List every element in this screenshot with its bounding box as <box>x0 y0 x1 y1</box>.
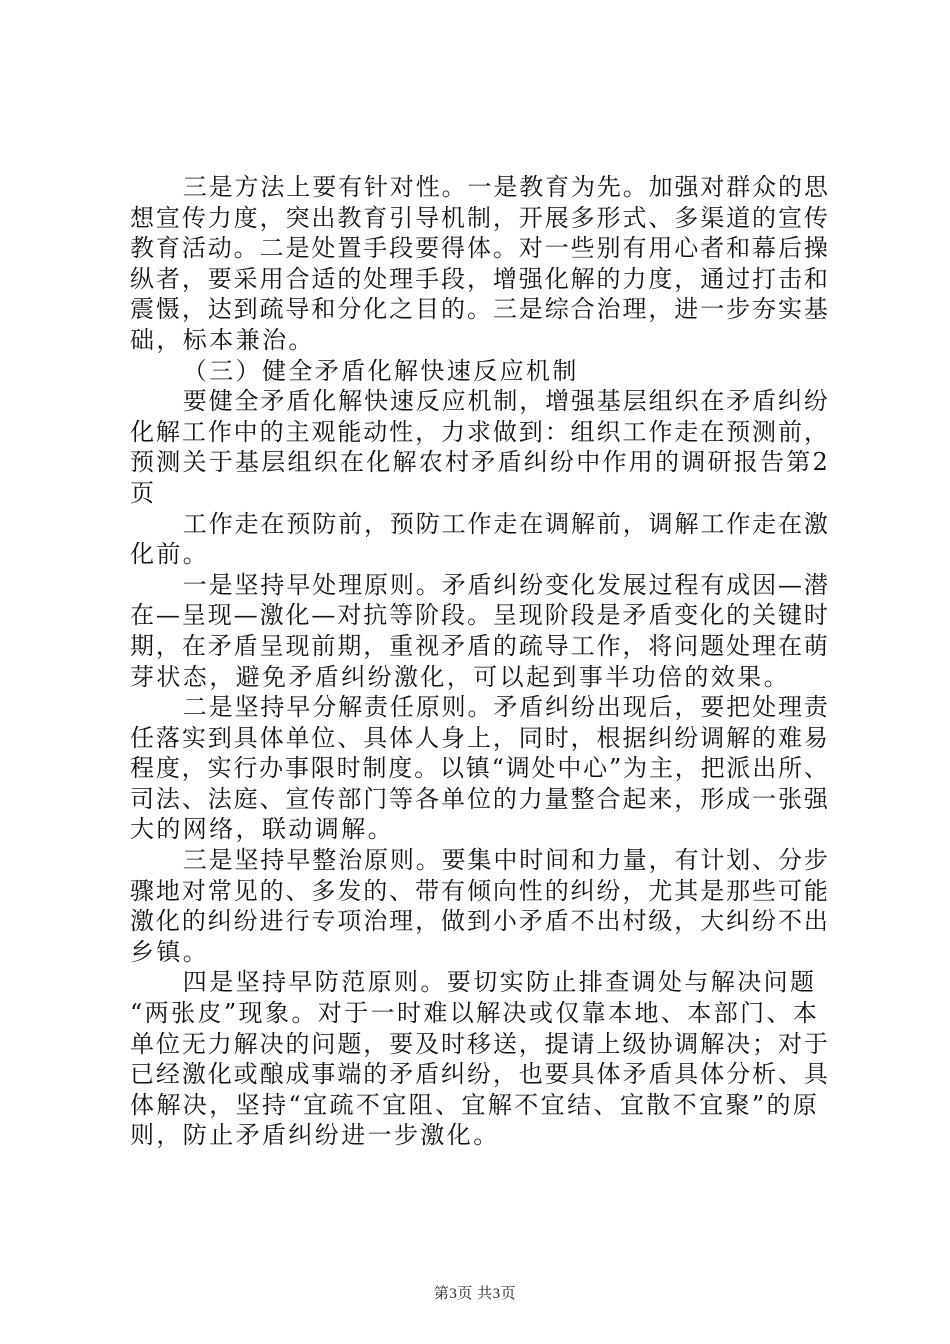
text-line: 单位无力解决的问题，要及时移送，提请上级协调解决；对于 <box>130 1029 830 1058</box>
text-line: 则，防止矛盾纠纷进一步激化。 <box>130 1121 500 1150</box>
text-line: 在—呈现—激化—对抗等阶段。呈现阶段是矛盾变化的关键时 <box>130 601 830 630</box>
page-footer: 第3页 共3页 <box>433 1286 517 1302</box>
text-line: 芽状态，避免矛盾纠纷激化，可以起到事半功倍的效果。 <box>130 662 790 691</box>
text-line: 已经激化或酿成事端的矛盾纠纷，也要具体矛盾具体分析、具 <box>130 1060 830 1089</box>
text-line: 预测关于基层组织在化解农村矛盾纠纷中作用的调研报告第2 <box>130 448 831 477</box>
text-line: 体解决，坚持“宜疏不宜阻、宜解不宜结、宜散不宜聚”的原 <box>130 1090 820 1119</box>
text-line: 激化的纠纷进行专项治理，做到小矛盾不出村级，大纠纷不出 <box>130 907 830 936</box>
text-line: 纵者，要采用合适的处理手段，增强化解的力度，通过打击和 <box>130 264 830 293</box>
text-line: 二是坚持早分解责任原则。矛盾纠纷出现后，要把处理责 <box>182 693 830 722</box>
text-line: 工作走在预防前，预防工作走在调解前，调解工作走在激 <box>182 509 830 538</box>
text-line: 程度，实行办事限时制度。以镇“调处中心”为主，把派出所、 <box>130 754 830 783</box>
text-line: 四是坚持早防范原则。要切实防止排查调处与解决问题 <box>182 968 817 997</box>
text-line: 想宣传力度，突出教育引导机制，开展多形式、多渠道的宣传 <box>130 203 830 232</box>
text-line: 三是坚持早整治原则。要集中时间和力量，有计划、分步 <box>182 846 830 875</box>
text-line: 一是坚持早处理原则。矛盾纠纷变化发展过程有成因—潜 <box>182 570 830 599</box>
text-line: 页 <box>130 478 157 507</box>
text-line: 任落实到具体单位、具体人身上，同时，根据纠纷调解的难易 <box>130 723 830 752</box>
document-body <box>130 172 830 1151</box>
text-line: 骤地对常见的、多发的、带有倾向性的纠纷，尤其是那些可能 <box>130 876 830 905</box>
text-line: 础，标本兼治。 <box>130 325 315 354</box>
text-line: 乡镇。 <box>130 937 210 966</box>
text-line: 化前。 <box>130 540 210 569</box>
text-line: 大的网络，联动调解。 <box>130 815 394 844</box>
text-line: “两张皮”现象。对于一时难以解决或仅靠本地、本部门、本 <box>130 999 820 1028</box>
text-line: （三）健全矛盾化解快速反应机制 <box>182 356 579 385</box>
text-line: 三是方法上要有针对性。一是教育为先。加强对群众的思 <box>182 173 830 201</box>
text-line: 化解工作中的主观能动性，力求做到：组织工作走在预测前， <box>130 417 830 446</box>
text-line: 期，在矛盾呈现前期，重视矛盾的疏导工作，将问题处理在萌 <box>130 631 830 660</box>
text-line: 要健全矛盾化解快速反应机制，增强基层组织在矛盾纠纷 <box>182 387 830 416</box>
text-line: 司法、法庭、宣传部门等各单位的力量整合起来，形成一张强 <box>130 784 830 813</box>
text-line: 震慑，达到疏导和分化之目的。三是综合治理，进一步夯实基 <box>130 295 830 324</box>
text-line: 教育活动。二是处置手段要得体。对一些别有用心者和幕后操 <box>130 234 830 263</box>
